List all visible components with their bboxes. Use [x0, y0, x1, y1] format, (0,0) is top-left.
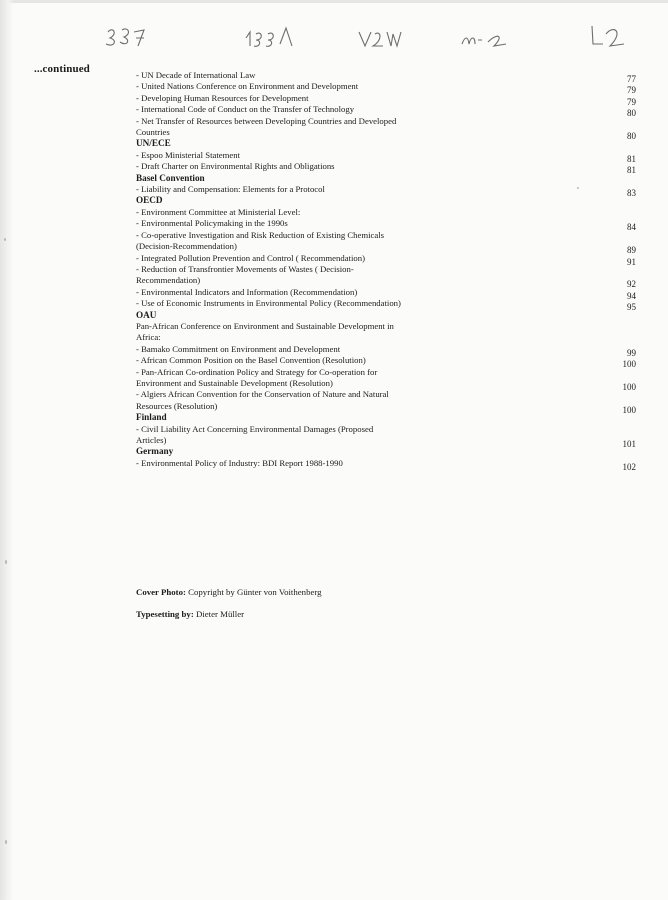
typesetting-credit: [136, 609, 244, 619]
typesetting-label: Typesetting by:: [136, 609, 194, 619]
handwritten-note-4: [458, 20, 514, 54]
toc-page-number: 81: [627, 153, 636, 164]
section-heading: OAU: [136, 309, 157, 320]
toc-entry: [136, 207, 636, 218]
toc-entry: [136, 229, 636, 256]
toc-page-number: 100: [622, 404, 636, 415]
toc-entry: [136, 298, 636, 313]
toc-entry: [136, 355, 636, 370]
scan-speck: [5, 560, 7, 564]
toc-page-number: 80: [627, 131, 636, 142]
toc-entry-text: - Environmental Policymaking in the 1990s: [136, 218, 288, 229]
toc-entry-text: - Liability and Compensation: Elements for a Protocol: [136, 184, 325, 195]
toc-entry: [136, 70, 636, 84]
toc-entry: [136, 457, 636, 472]
handwritten-note-5: [588, 20, 628, 54]
toc-entry-text: - Civil Liability Act Concerning Environmental Damages (Proposed Articles): [136, 423, 374, 445]
toc-page-number: 77: [627, 74, 636, 84]
toc-page-number: 94: [627, 290, 636, 301]
toc-entry-text: - Draft Charter on Environmental Rights and Obligations: [136, 161, 335, 172]
toc-page-number: 83: [627, 188, 636, 199]
toc-entry-text: - Use of Economic Instruments in Environmental Policy (Recommendation): [136, 298, 401, 309]
toc-entry-text: - Reduction of Transfrontier Movements of Wastes ( Decision-Recommendation): [136, 263, 354, 286]
toc-entry-text: - Pan-African Co-ordination Policy and Strategy for Co-operation for Environment and Sustainable Development (Resolution): [136, 366, 378, 388]
toc-page-number: 101: [622, 439, 636, 449]
scan-shadow: [0, 0, 14, 900]
toc-entry-text: Pan-African Conference on Environment and Sustainable Development in Africa:: [136, 320, 394, 343]
toc-entry: [136, 218, 636, 233]
typesetting-value: Dieter Müller: [195, 609, 245, 619]
toc-entry: [136, 252, 636, 267]
toc-entry: [136, 92, 636, 107]
handwritten-note-2: [240, 20, 298, 54]
handwritten-note-3: [355, 20, 403, 54]
toc-page-number: 100: [622, 359, 636, 370]
toc-entry: [136, 263, 636, 290]
section-heading: OECD: [136, 195, 163, 206]
section-heading: Germany: [136, 446, 174, 457]
toc-entry: [136, 115, 636, 142]
toc-page-number: 80: [627, 108, 636, 119]
cover-photo-credit: [136, 587, 322, 597]
toc-entry-text: - Espoo Ministerial Statement: [136, 149, 240, 160]
toc-entry: [136, 286, 636, 301]
toc-entry-text: - African Common Position on the Basel Convention (Resolution): [136, 355, 366, 366]
toc-page-number: 91: [627, 256, 636, 267]
toc-entry-text: - Integrated Pollution Prevention and Control ( Recommendation): [136, 252, 365, 263]
scan-speck: [4, 238, 6, 241]
table-of-contents: [136, 70, 636, 472]
section-heading: Basel Convention: [136, 172, 205, 183]
toc-entry: [136, 389, 636, 415]
toc-entry-text: - Developing Human Resources for Development: [136, 92, 309, 103]
toc-entry-text: - International Code of Conduct on the Transfer of Technology: [136, 104, 355, 115]
toc-page-number: 100: [622, 381, 636, 392]
toc-page-number: 89: [627, 245, 636, 256]
toc-entry-text: - Environmental Policy of Industry: BDI Report 1988-1990: [136, 457, 343, 468]
toc-entry: [136, 161, 636, 176]
section-heading: Finland: [136, 412, 167, 423]
scan-edge: [0, 0, 668, 3]
toc-entry-text: - Environment Committee at Ministerial Level:: [136, 206, 301, 217]
toc-page-number: 81: [627, 165, 636, 176]
scan-speck: [5, 840, 7, 844]
toc-entry-text: - Co-operative Investigation and Risk Reduction of Existing Chemicals (Decision-Recommendation): [136, 229, 385, 252]
cover-photo-value: Copyright by Günter von Voithenberg: [188, 587, 322, 597]
toc-page-number: 79: [627, 96, 636, 107]
toc-entry: [136, 81, 636, 96]
toc-entry: [136, 424, 636, 447]
toc-entry-text: - Bamako Commitment on Environment and Development: [136, 343, 341, 354]
toc-page-number: 92: [627, 279, 636, 290]
handwritten-note-1: [100, 20, 150, 54]
toc-page-number: 79: [627, 85, 636, 96]
toc-page-number: 99: [627, 347, 636, 358]
toc-entry: [136, 149, 636, 164]
continued-label: ...continued: [34, 63, 90, 75]
section-heading: UN/ECE: [136, 138, 171, 149]
toc-entry-text: - Algiers African Convention for the Conservation of Nature and Natural Resources (Resolution): [136, 389, 389, 411]
toc-entry: [136, 104, 636, 119]
toc-entry-text: - Net Transfer of Resources between Developing Countries and Developed Countries: [136, 115, 397, 138]
toc-entry-text: - United Nations Conference on Environment and Development: [136, 81, 359, 92]
toc-page-number: 95: [627, 302, 636, 313]
toc-entry: [136, 321, 636, 344]
scan-speck: [577, 187, 579, 189]
toc-entry: [136, 343, 636, 358]
cover-photo-label: Cover Photo:: [136, 587, 186, 597]
toc-entry: [136, 367, 636, 390]
toc-entry-text: - Environmental Indicators and Information (Recommendation): [136, 286, 358, 297]
toc-page-number: 102: [622, 461, 636, 472]
toc-entry-text: - UN Decade of International Law: [136, 70, 256, 80]
toc-page-number: 84: [627, 222, 636, 233]
toc-entry: [136, 184, 636, 199]
